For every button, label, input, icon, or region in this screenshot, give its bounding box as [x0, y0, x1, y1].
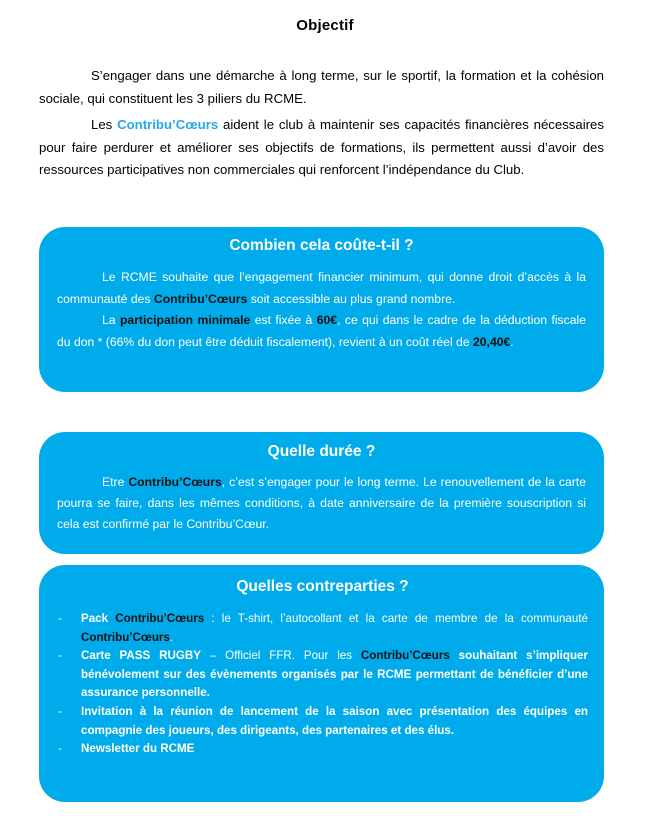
reward-text: Invitation à la réunion de lancement de la saison avec présentation des équipes en compagnie des joueurs, des dirigeants, des partenaires et des élus.: [81, 704, 588, 737]
reward-text: – Officiel FFR. Pour les: [200, 649, 361, 663]
rewards-list: [57, 610, 588, 759]
list-item: [57, 610, 588, 647]
duration-body: [57, 472, 586, 535]
brand-name: Contribu’Cœurs: [117, 117, 219, 132]
amount-value: 60€: [316, 313, 338, 327]
rewards-heading: Quelles contreparties ?: [236, 578, 409, 595]
brand-name: Contribu’Cœurs: [81, 630, 170, 644]
list-dash: -: [58, 649, 62, 663]
list-item: [57, 740, 588, 759]
cost-paragraph-2: [57, 310, 586, 353]
intro-text: aident le club à maintenir ses capacités financières nécessaires pour faire perdurer et améliorer ses objectifs de formations, ils permettent aussi d’avoir des ressources participatives non commerciales qui renforcent l’indépendance du Club.: [39, 117, 604, 177]
intro-section: [39, 65, 604, 182]
page-title: Objectif: [296, 17, 354, 34]
list-dash: -: [58, 612, 62, 625]
duration-heading: Quelle durée ?: [267, 443, 376, 460]
cost-card: [39, 227, 604, 392]
cost-body: [57, 267, 586, 353]
cost-paragraph-1: [57, 267, 586, 310]
rewards-card: [39, 565, 604, 802]
net-cost-value: 20,40€: [473, 334, 511, 349]
duration-text: , c’est s’engager pour le long terme. Le renouvellement de la carte pourra se faire, dans les mêmes conditions, à date anniversaire de la première souscription si cela est confirmé par le Contribu’Cœur.: [57, 475, 586, 531]
list-item: [57, 647, 588, 703]
brand-name: Contribu’Cœurs: [115, 612, 205, 625]
reward-text: Carte PASS RUGBY: [81, 649, 201, 663]
intro-prefix: Les: [91, 117, 118, 132]
cost-text: est fixée à: [250, 313, 317, 327]
cost-heading: Combien cela coûte-t-il ?: [229, 237, 414, 254]
cost-text: .: [510, 334, 514, 349]
reward-text: .: [169, 630, 174, 644]
brand-name: Contribu’Cœurs: [153, 291, 248, 306]
reward-text: Pack: [81, 612, 116, 625]
brand-name: Contribu’Cœurs: [128, 475, 222, 489]
list-item: [57, 703, 588, 740]
duration-paragraph: [57, 472, 586, 535]
duration-text: Etre: [102, 475, 129, 489]
reward-text: souhaitant s’impliquer bénévolement sur des évènements organisés par le RCME permettant de bénéficier d’une assurance personnelle.: [81, 649, 588, 700]
brand-name: Contribu’Cœurs: [360, 649, 450, 663]
reward-text: Newsletter du RCME: [81, 742, 195, 756]
cost-text: La: [102, 313, 120, 327]
reward-text: : le T-shirt, l’autocollant et la carte de membre de la communauté: [204, 612, 588, 625]
cost-text: Le RCME souhaite que l’engagement financier minimum, qui donne droit d’accès à la communauté des: [57, 270, 586, 306]
intro-paragraph-1: S’engager dans une démarche à long terme, sur le sportif, la formation et la cohésion sociale, qui constituent les 3 piliers du RCME.: [39, 68, 604, 106]
minimum-participation-label: participation minimale: [119, 313, 251, 327]
cost-text: soit accessible au plus grand nombre.: [247, 291, 456, 306]
cost-text: , ce qui dans le cadre de la déduction fiscale du don * (66% du don peut être déduit fiscalement), revient à un coût réel de: [57, 313, 587, 349]
list-dash: -: [58, 742, 62, 756]
duration-card: [39, 432, 604, 554]
list-dash: -: [58, 704, 62, 718]
intro-paragraph-2: [39, 114, 604, 182]
